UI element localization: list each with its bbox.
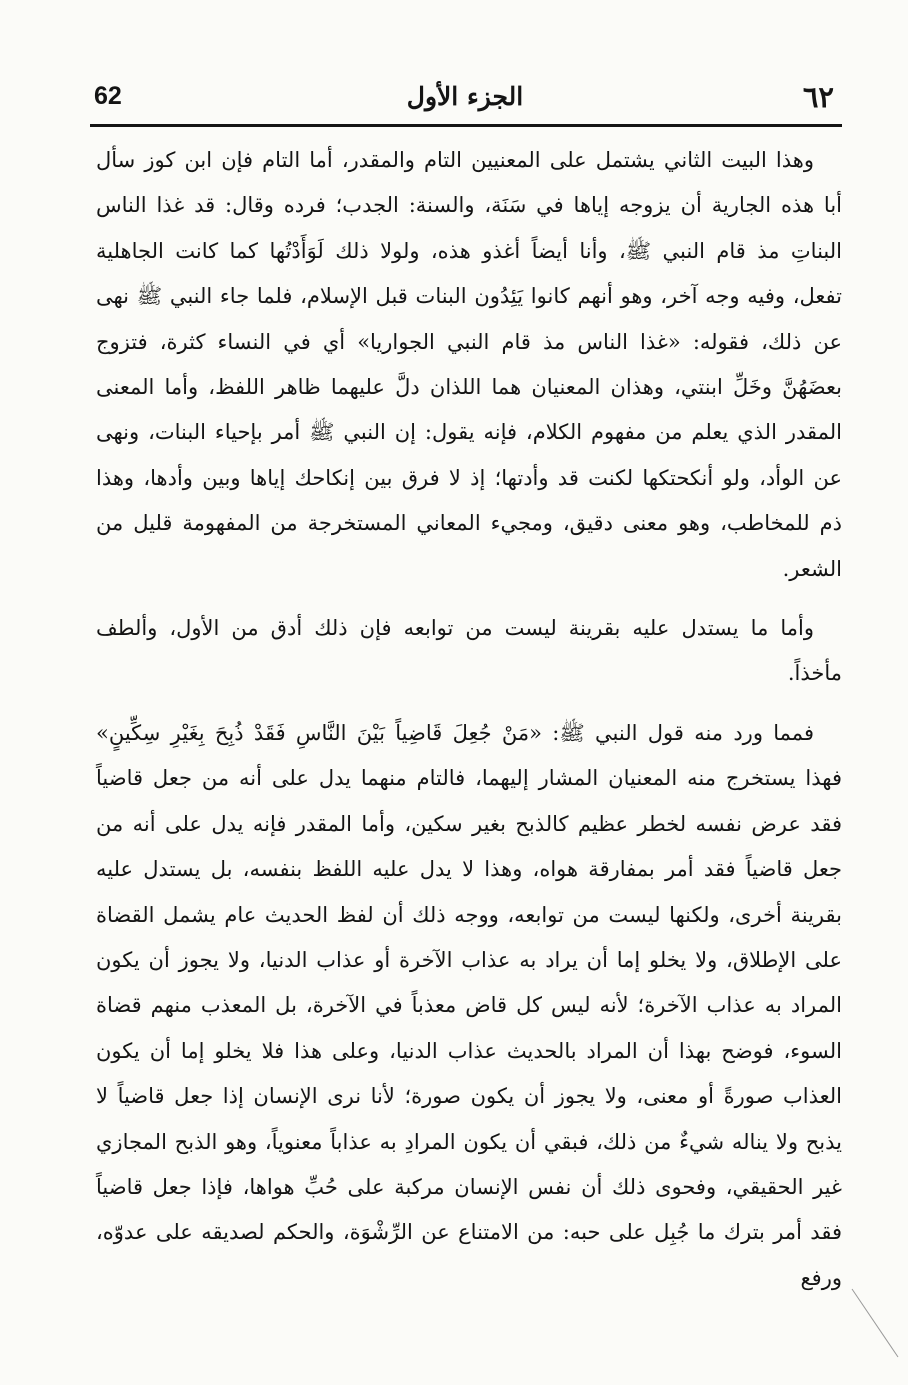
page-body	[96, 138, 842, 1301]
running-header	[90, 80, 840, 124]
paragraph-3: فمما ورد منه قول النبي ﷺ: «مَنْ جُعِلَ قَاضِياً بَيْنَ النَّاسِ فَقَدْ ذُبِحَ بِغَيْرِ سِكِّينٍ» فهذا يستخرج منه المعنيان المشار إليهما، فالتام منهما يدل على أنه من جعل قاضياً فقد عرض نفسه لخطر عظيم كالذبح بغير سكين، وأما المقدر فإنه يدل على أنه من جعل قاضياً فقد أمر بمفارقة هواه، وهذا لا يدل عليه اللفظ بنفسه، بل يستدل عليه بقرينة أخرى، ولكنها ليست من توابعه، ووجه ذلك أن لفظ الحديث عام يشمل القضاة على الإطلاق، ولا يخلو إما أن يراد به عذاب الآخرة أو عذاب الدنيا، ولا يجوز أن يكون المراد به عذاب الآخرة؛ لأنه ليس كل قاض معذباً في الآخرة، بل المعذب منهم قضاة السوء، فوضح بهذا أن المراد بالحديث عذاب الدنيا، وعلى هذا فلا يخلو إما أن يكون العذاب صورةً أو معنى، ولا يجوز أن يكون صورة؛ لأنا نرى الإنسان إذا جعل قاضياً لا يذبح ولا يناله شيءٌ من ذلك، فبقي أن يكون المرادِ به عذاباً معنوياً، وهو الذبح المجازي غير الحقيقي، وفحوى ذلك أن نفس الإنسان مركبة على حُبِّ هواها، فإذا جعل قاضياً فقد أمر بترك ما جُبِل على حبه: من الامتناع عن الرِّشْوَة، والحكم لصديقه على عدوّه، ورفع	[96, 720, 842, 1290]
volume-title: الجزء الأول	[406, 82, 524, 111]
page-number-latin: 62	[94, 82, 122, 110]
header-rule	[90, 124, 842, 127]
paragraph-1: وهذا البيت الثاني يشتمل على المعنيين التام والمقدر، أما التام فإن ابن كوز سأل أبا هذه الجارية أن يزوجه إياها في سَنَة، والسنة: الجدب؛ فرده وقال: قد غذا الناس البناتِ مذ قام النبي ﷺ، وأنا أيضاً أغذو هذه، ولولا ذلك لَوَأَدْتُها كما كانت الجاهلية تفعل، وفيه وجه آخر، وهو أنهم كانوا يَئِدُون البنات قبل الإسلام، فلما جاء النبي ﷺ نهى عن ذلك، فقوله: «غذا الناس مذ قام النبي الجواريا» أي في النساء كثرة، فتزوج بعضَهُنَّ وخَلِّ ابنتي، وهذان المعنيان هما اللذان دلَّ عليهما ظاهر اللفظ، وأما المعنى المقدر الذي يعلم من مفهوم الكلام، فإنه يقول: إن النبي ﷺ أمر بإحياء البنات، ونهى عن الوأد، ولو أنكحتكها لكنت قد وأدتها؛ إذ لا فرق بين إنكاحك إياها وبين وأدها، وهذا ذم للمخاطب، وهو معنى دقيق، ومجيء المعاني المستخرجة من المفهومة قليل من الشعر.	[96, 148, 842, 581]
page-corner-crease	[850, 1287, 900, 1367]
paragraph-2: وأما ما يستدل عليه بقرينة ليست من توابعه فإن ذلك أدق من الأول، وألطف مأخذاً.	[96, 616, 842, 686]
page-number-arabic: ٦٢	[802, 80, 834, 114]
